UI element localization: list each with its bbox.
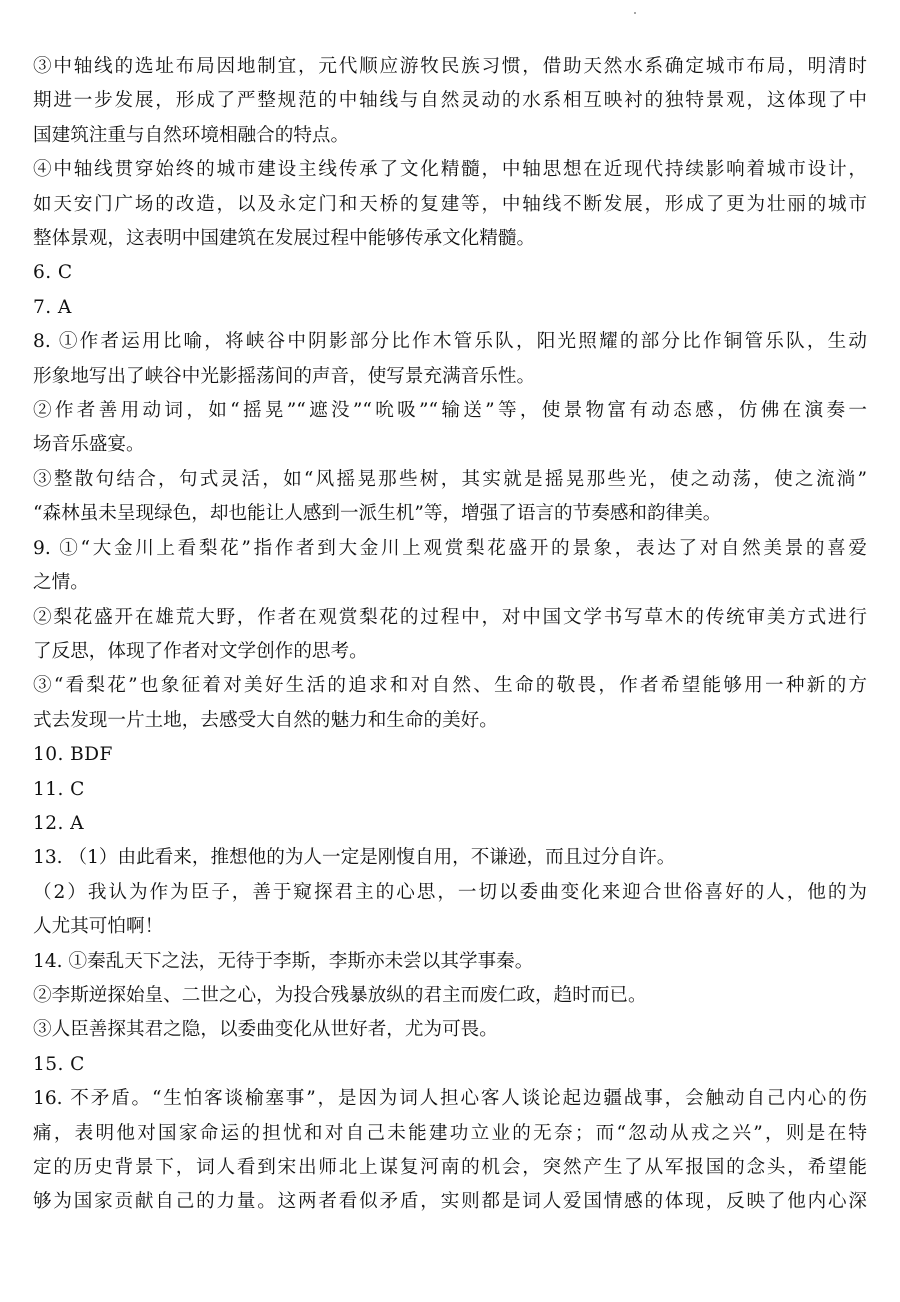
text-line: 8. ①作者运用比喻，将峡谷中阴影部分比作木管乐队，阳光照耀的部分比作铜管乐队，生动 <box>33 331 867 353</box>
text-line: 如天安门广场的改造，以及永定门和天桥的复建等，中轴线不断发展，形成了更为壮丽的城市 <box>33 193 867 215</box>
text-line: 14. ①秦乱天下之法，无待于李斯，李斯亦未尝以其学事秦。 <box>33 950 534 972</box>
text-line: 国建筑注重与自然环境相融合的特点。 <box>33 124 350 146</box>
text-line: 整体景观，这表明中国建筑在发展过程中能够传承文化精髓。 <box>33 228 536 250</box>
text-line: “森林虽未呈现绿色，却也能让人感到一派生机”等，增强了语言的节奏感和韵律美。 <box>33 503 722 525</box>
answer-text-body <box>33 50 867 1220</box>
answer-line: 15. C <box>33 1053 85 1075</box>
answer-line: 10. BDF <box>33 744 113 766</box>
text-line: 了反思，体现了作者对文学创作的思考。 <box>33 640 368 662</box>
text-line: 定的历史背景下，词人看到宋出师北上谋复河南的机会，突然产生了从军报国的念头，希望能 <box>33 1157 867 1178</box>
answer-line: 12. A <box>33 812 84 834</box>
text-line: 9. ①“大金川上看梨花”指作者到大金川上观赏梨花盛开的景象，表达了对自然美景的喜爱 <box>33 537 867 559</box>
text-line: 痛，表明他对国家命运的担忧和对自己未能建功立业的无奈；而“忽动从戎之兴”，则是在特 <box>33 1122 867 1144</box>
text-line: 16. 不矛盾。“生怕客谈榆塞事”，是因为词人担心客人谈论起边疆战事，会触动自己内心的伤 <box>33 1088 867 1110</box>
text-line: ③中轴线的选址布局因地制宜，元代顺应游牧民族习惯，借助天然水系确定城市布局，明清时 <box>33 56 867 77</box>
text-line: （2）我认为作为臣子，善于窥探君主的心思，一切以委曲变化来迎合世俗喜好的人，他的为 <box>33 881 867 903</box>
text-line: 13. （1）由此看来，推想他的为人一定是刚愎自用，不谦逊，而且过分自许。 <box>33 847 676 869</box>
scan-speck <box>634 12 636 14</box>
text-line: ④中轴线贯穿始终的城市建设主线传承了文化精髓，中轴思想在近现代持续影响着城市设计， <box>33 159 867 181</box>
text-line: ③整散句结合，句式灵活，如“风摇晃那些树，其实就是摇晃那些光，使之动荡，使之流淌” <box>33 468 867 490</box>
text-line: ②李斯逆探始皇、二世之心，为投合残暴放纵的君主而废仁政，趋时而已。 <box>33 984 647 1006</box>
text-line: 场音乐盛宴。 <box>33 434 145 456</box>
text-line: 期进一步发展，形成了严整规范的中轴线与自然灵动的水系相互映衬的独特景观，这体现了中 <box>33 90 867 112</box>
text-line: 人尤其可怕啊！ <box>33 916 164 938</box>
text-line: ③人臣善探其君之隐，以委曲变化从世好者，尤为可畏。 <box>33 1019 498 1041</box>
answer-line: 6. C <box>33 262 73 284</box>
text-line: ②作者善用动词，如“摇晃”“遮没”“吮吸”“输送”等，使景物富有动态感，仿佛在演奏一 <box>33 400 867 422</box>
text-line: ③“看梨花”也象征着对美好生活的追求和对自然、生命的敬畏，作者希望能够用一种新的方 <box>33 675 867 697</box>
text-line: 之情。 <box>33 572 89 594</box>
text-line: 形象地写出了峡谷中光影摇荡间的声音，使写景充满音乐性。 <box>33 365 536 387</box>
answer-line: 11. C <box>33 778 85 800</box>
text-line: ②梨花盛开在雄荒大野，作者在观赏梨花的过程中，对中国文学书写草木的传统审美方式进行 <box>33 606 867 628</box>
answer-line: 7. A <box>33 296 72 318</box>
text-line: 够为国家贡献自己的力量。这两者看似矛盾，实则都是词人爱国情感的体现，反映了他内心深 <box>33 1191 867 1213</box>
text-line: 式去发现一片土地，去感受大自然的魅力和生命的美好。 <box>33 709 498 731</box>
